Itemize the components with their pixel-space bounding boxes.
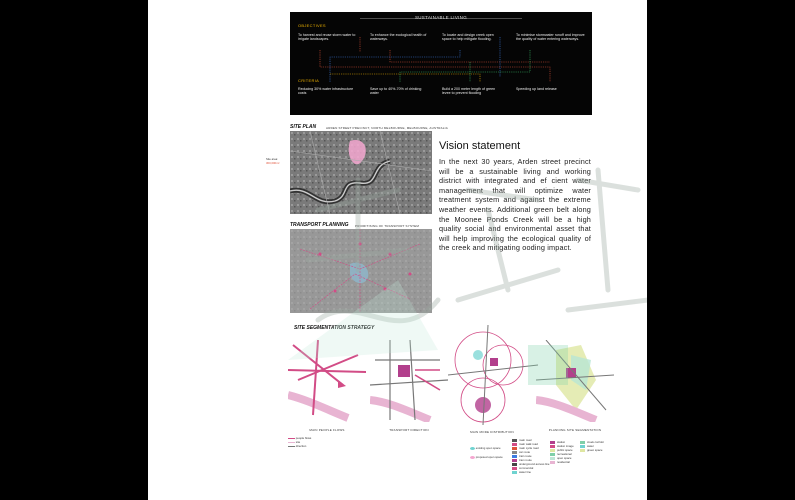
legend-direction: direction [288, 444, 311, 448]
objective-2: To enhance the ecological health of waterways. [370, 33, 427, 42]
legend-label: water line [519, 470, 531, 474]
diagram-transport-direction [370, 340, 448, 422]
diagram-label-3: MAIN MODE DISTRIBUTION [470, 430, 514, 434]
legend-label: main road [519, 438, 532, 442]
legend-label: main walk road [519, 442, 538, 446]
legend-item [550, 460, 574, 464]
site-area-note: Site area: 300,000m² [266, 157, 280, 165]
legend-left [288, 436, 311, 448]
legend-label: station image [557, 444, 574, 448]
legend-label: station [557, 440, 566, 444]
legend-label: green space [587, 448, 603, 452]
legend-label: water [587, 444, 594, 448]
legend-label: tram route [519, 458, 532, 462]
legend-label: residential [557, 460, 570, 464]
legend-item [512, 470, 549, 474]
legend-label: public space [557, 448, 573, 452]
legend-label: train route [519, 454, 532, 458]
legend-label: main cycle road [519, 446, 539, 450]
legend-mid: existing open space proposed open space [470, 446, 503, 459]
legend-col-1 [512, 438, 549, 474]
legend-swatch [512, 471, 517, 474]
diagram-label-2: TRANSPORT DIRECTION [389, 428, 429, 432]
legend-col-3 [580, 440, 604, 452]
objective-1: To harvest and reuse storm water to irrigate landscapes. [298, 33, 356, 42]
vision-text: In the next 30 years, Arden street precinct will be a sustainable living and working district with integrated and ef cient water management that will optimize water treatment system and against the extreme weather events. Additional green belt along the Moonee Ponds Creek will be a high quality social and environmental asset that will help improving the ecological quality of the creek and mitigating ooding impact. [439, 157, 591, 253]
segmentation-heading: SITE SEGMENTATION STRATEGY [294, 325, 375, 331]
criterion-3: Build a 200 meter length of green levee to prevent flooding [442, 87, 496, 96]
panel-title: SUSTAINABLE LIVING [414, 15, 468, 20]
diagram-label-4: PLANNING SITE SEGMENTATION [548, 428, 602, 432]
diagram-planning-site-segmentation [536, 340, 614, 422]
legend-label: car route [519, 450, 531, 454]
legend-label: creek corridor [587, 440, 605, 444]
legend-label: underground access line [519, 462, 550, 466]
legend-site: site [288, 440, 311, 444]
criterion-1: Reducing 30% water infrastructure costs [298, 87, 354, 96]
site-plan-aerial-map [290, 131, 432, 214]
legend-label: open space [557, 456, 572, 460]
objectives-connector-lines [290, 12, 592, 115]
legend-item [580, 448, 604, 452]
site-plan-heading: SITE PLAN [290, 124, 317, 130]
criterion-4: Speeding up land release [516, 87, 557, 91]
diagram-label-1: MAIN PEOPLE FLOWS [309, 428, 345, 432]
diagram-main-people-flows [288, 340, 366, 422]
legend-people-flows: people flows [288, 436, 311, 440]
criterion-2: Save up to 40%-70% of drinking water [370, 87, 422, 96]
legend-label: commercial [519, 466, 534, 470]
criteria-heading: CRITERIA [298, 78, 320, 83]
legend-col-2 [550, 440, 574, 464]
diagram-main-mode-distribution [448, 325, 538, 425]
objectives-panel [290, 12, 592, 115]
objective-3: To locate and design creek open space to help mitigate flooding. [442, 33, 494, 42]
transport-heading: TRANSPORT PLANNING [290, 222, 349, 228]
objectives-heading: OBJECTIVES [298, 23, 326, 28]
transport-subheading: PRIORITISING OF TRANSPORT SYSTEM [355, 224, 420, 228]
document-page [148, 0, 647, 500]
objective-4: To minimise stormwater runoff and improve the quality of water entering waterways. [516, 33, 585, 42]
site-plan-subheading: ARDEN STREET PRECINCT, NORTH MELBOURNE, MELBOURNE, AUSTRALIA [326, 126, 448, 130]
legend-label: recreational [557, 452, 572, 456]
transport-aerial-map [290, 229, 432, 313]
legend-swatch [550, 461, 555, 464]
legend-swatch [580, 449, 585, 452]
vision-title: Vision statement [439, 140, 521, 152]
